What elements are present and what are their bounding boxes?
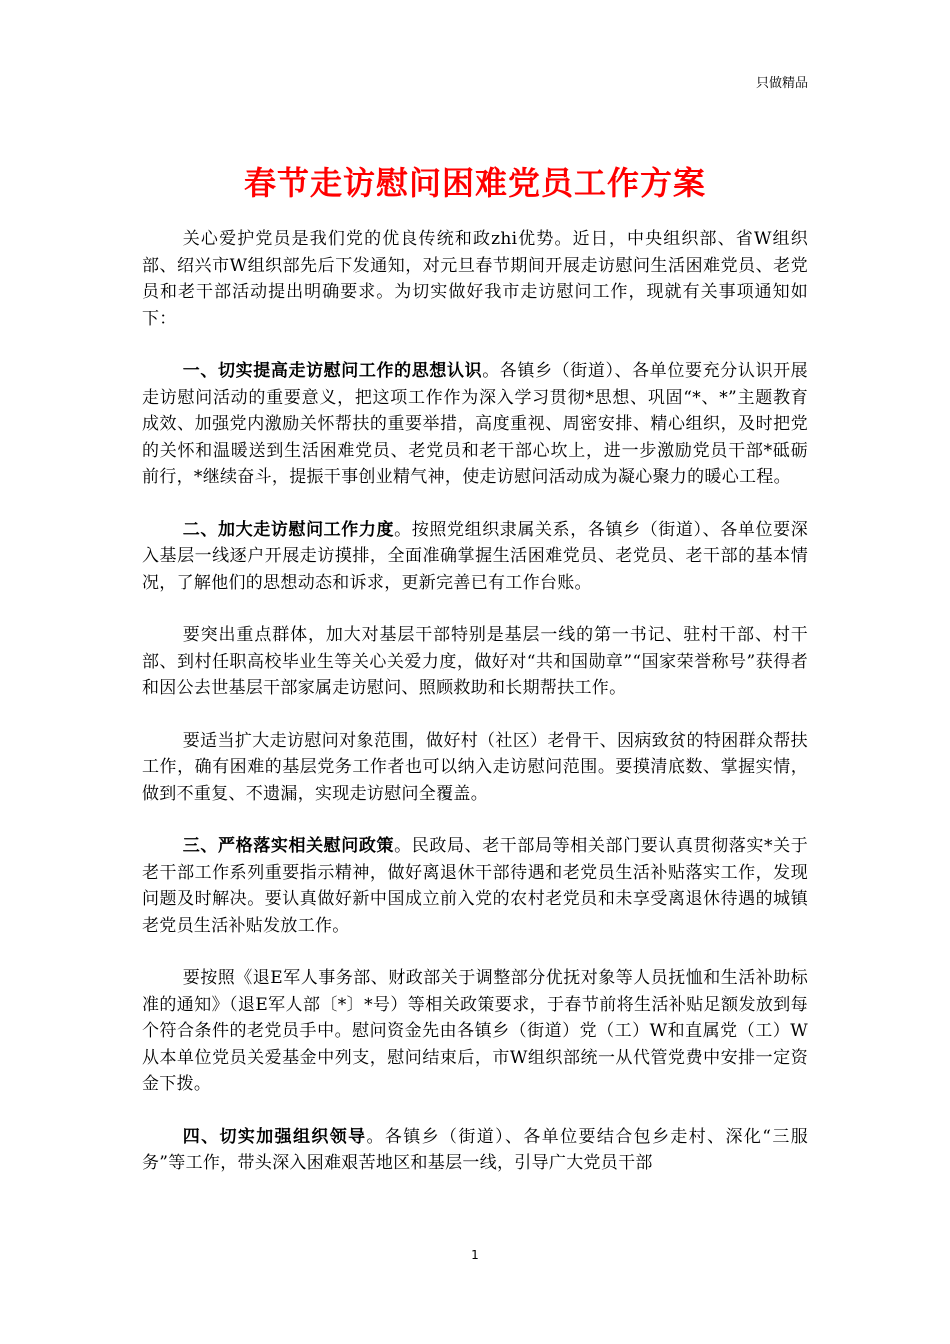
paragraph-intro: [142, 226, 808, 332]
paragraph-lead: 四、切实加强组织领导: [182, 1126, 367, 1147]
header-note: 只做精品: [755, 76, 808, 91]
paragraph-text: 要突出重点群体，加大对基层干部特别是基层一线的第一书记、驻村干部、村干部、到村任职高校毕业生等关心关爱力度，做好对“共和国勋章”“国家荣誉称号”获得者和因公去世基层干部家属走访慰问、照顾救助和长期帮扶工作。: [142, 625, 808, 698]
paragraph-lead: 一、切实提高走访慰问工作的思想认识: [182, 361, 483, 381]
paragraph-text: 要按照《退E军人事务部、财政部关于调整部分优抚对象等人员抚恤和生活补助标准的通知》（退E军人部〔*〕*号）等相关政策要求，于春节前将生活补贴足额发放到每个符合条件的老党员手中。慰问资金先由各镇乡（街道）党（工）W和直属党（工）W从本单位党员关爱基金中列支，慰问结束后，市W组织部统一从代管党费中安排一定资金下拨。: [142, 968, 808, 1094]
paragraph-section-3: [142, 833, 808, 939]
paragraph-key-groups: [142, 622, 808, 702]
document-body: [142, 226, 808, 1203]
paragraph-lead: 二、加大走访慰问工作力度: [182, 519, 395, 540]
paragraph-text: 。各镇乡（街道）、各单位要结合包乡走村、深化“三服务”等工作，带头深入困难艰苦地区和基层一线，引导广大党员干部: [142, 1126, 809, 1173]
document-title: 春节走访慰问困难党员工作方案: [243, 164, 706, 202]
paragraph-lead: 三、严格落实相关慰问政策: [182, 836, 395, 856]
paragraph-section-4: [142, 1124, 808, 1177]
paragraph-text: 要适当扩大走访慰问对象范围，做好村（社区）老骨干、因病致贫的特困群众帮扶工作，确有困难的基层党务工作者也可以纳入走访慰问范围。要摸清底数、掌握实情，做到不重复、不遗漏，实现走访慰问全覆盖。: [142, 730, 808, 804]
paragraph-text: 。按照党组织隶属关系，各镇乡（街道）、各单位要深入基层一线逐户开展走访摸排，全面准确掌握生活困难党员、老党员、老干部的基本情况，了解他们的思想动态和诉求，更新完善已有工作台账。: [142, 519, 808, 593]
paragraph-text: 。各镇乡（街道）、各单位要充分认识开展走访慰问活动的重要意义，把这项工作作为深入学习贯彻*思想、巩固“*、*”主题教育成效、加强党内激励关怀帮扶的重要举措，高度重视、周密安排、精心组织，及时把党的关怀和温暖送到生活困难党员、老党员和老干部心坎上，进一步激励党员干部*砥砺前行，*继续奋斗，提振干事创业精气神，使走访慰问活动成为凝心聚力的暖心工程。: [142, 361, 808, 487]
paragraph-text: 。民政局、老干部局等相关部门要认真贯彻落实*关于老干部工作系列重要指示精神，做好离退休干部待遇和老党员生活补贴落实工作，发现问题及时解决。要认真做好新中国成立前入党的农村老党员和未享受离退休待遇的城镇老党员生活补贴发放工作。: [142, 836, 808, 936]
paragraph-subsidy: [142, 965, 808, 1098]
page-number: 1: [471, 1248, 479, 1262]
paragraph-text: 关心爱护党员是我们党的优良传统和政zhi优势。近日，中央组织部、省W组织部、绍兴市W组织部先后下发通知，对元旦春节期间开展走访慰问生活困难党员、老党员和老干部活动提出明确要求。为切实做好我市走访慰问工作，现就有关事项通知如下：: [142, 229, 808, 329]
paragraph-section-2: [142, 517, 808, 597]
paragraph-section-1: [142, 358, 808, 491]
paragraph-scope: [142, 728, 808, 808]
